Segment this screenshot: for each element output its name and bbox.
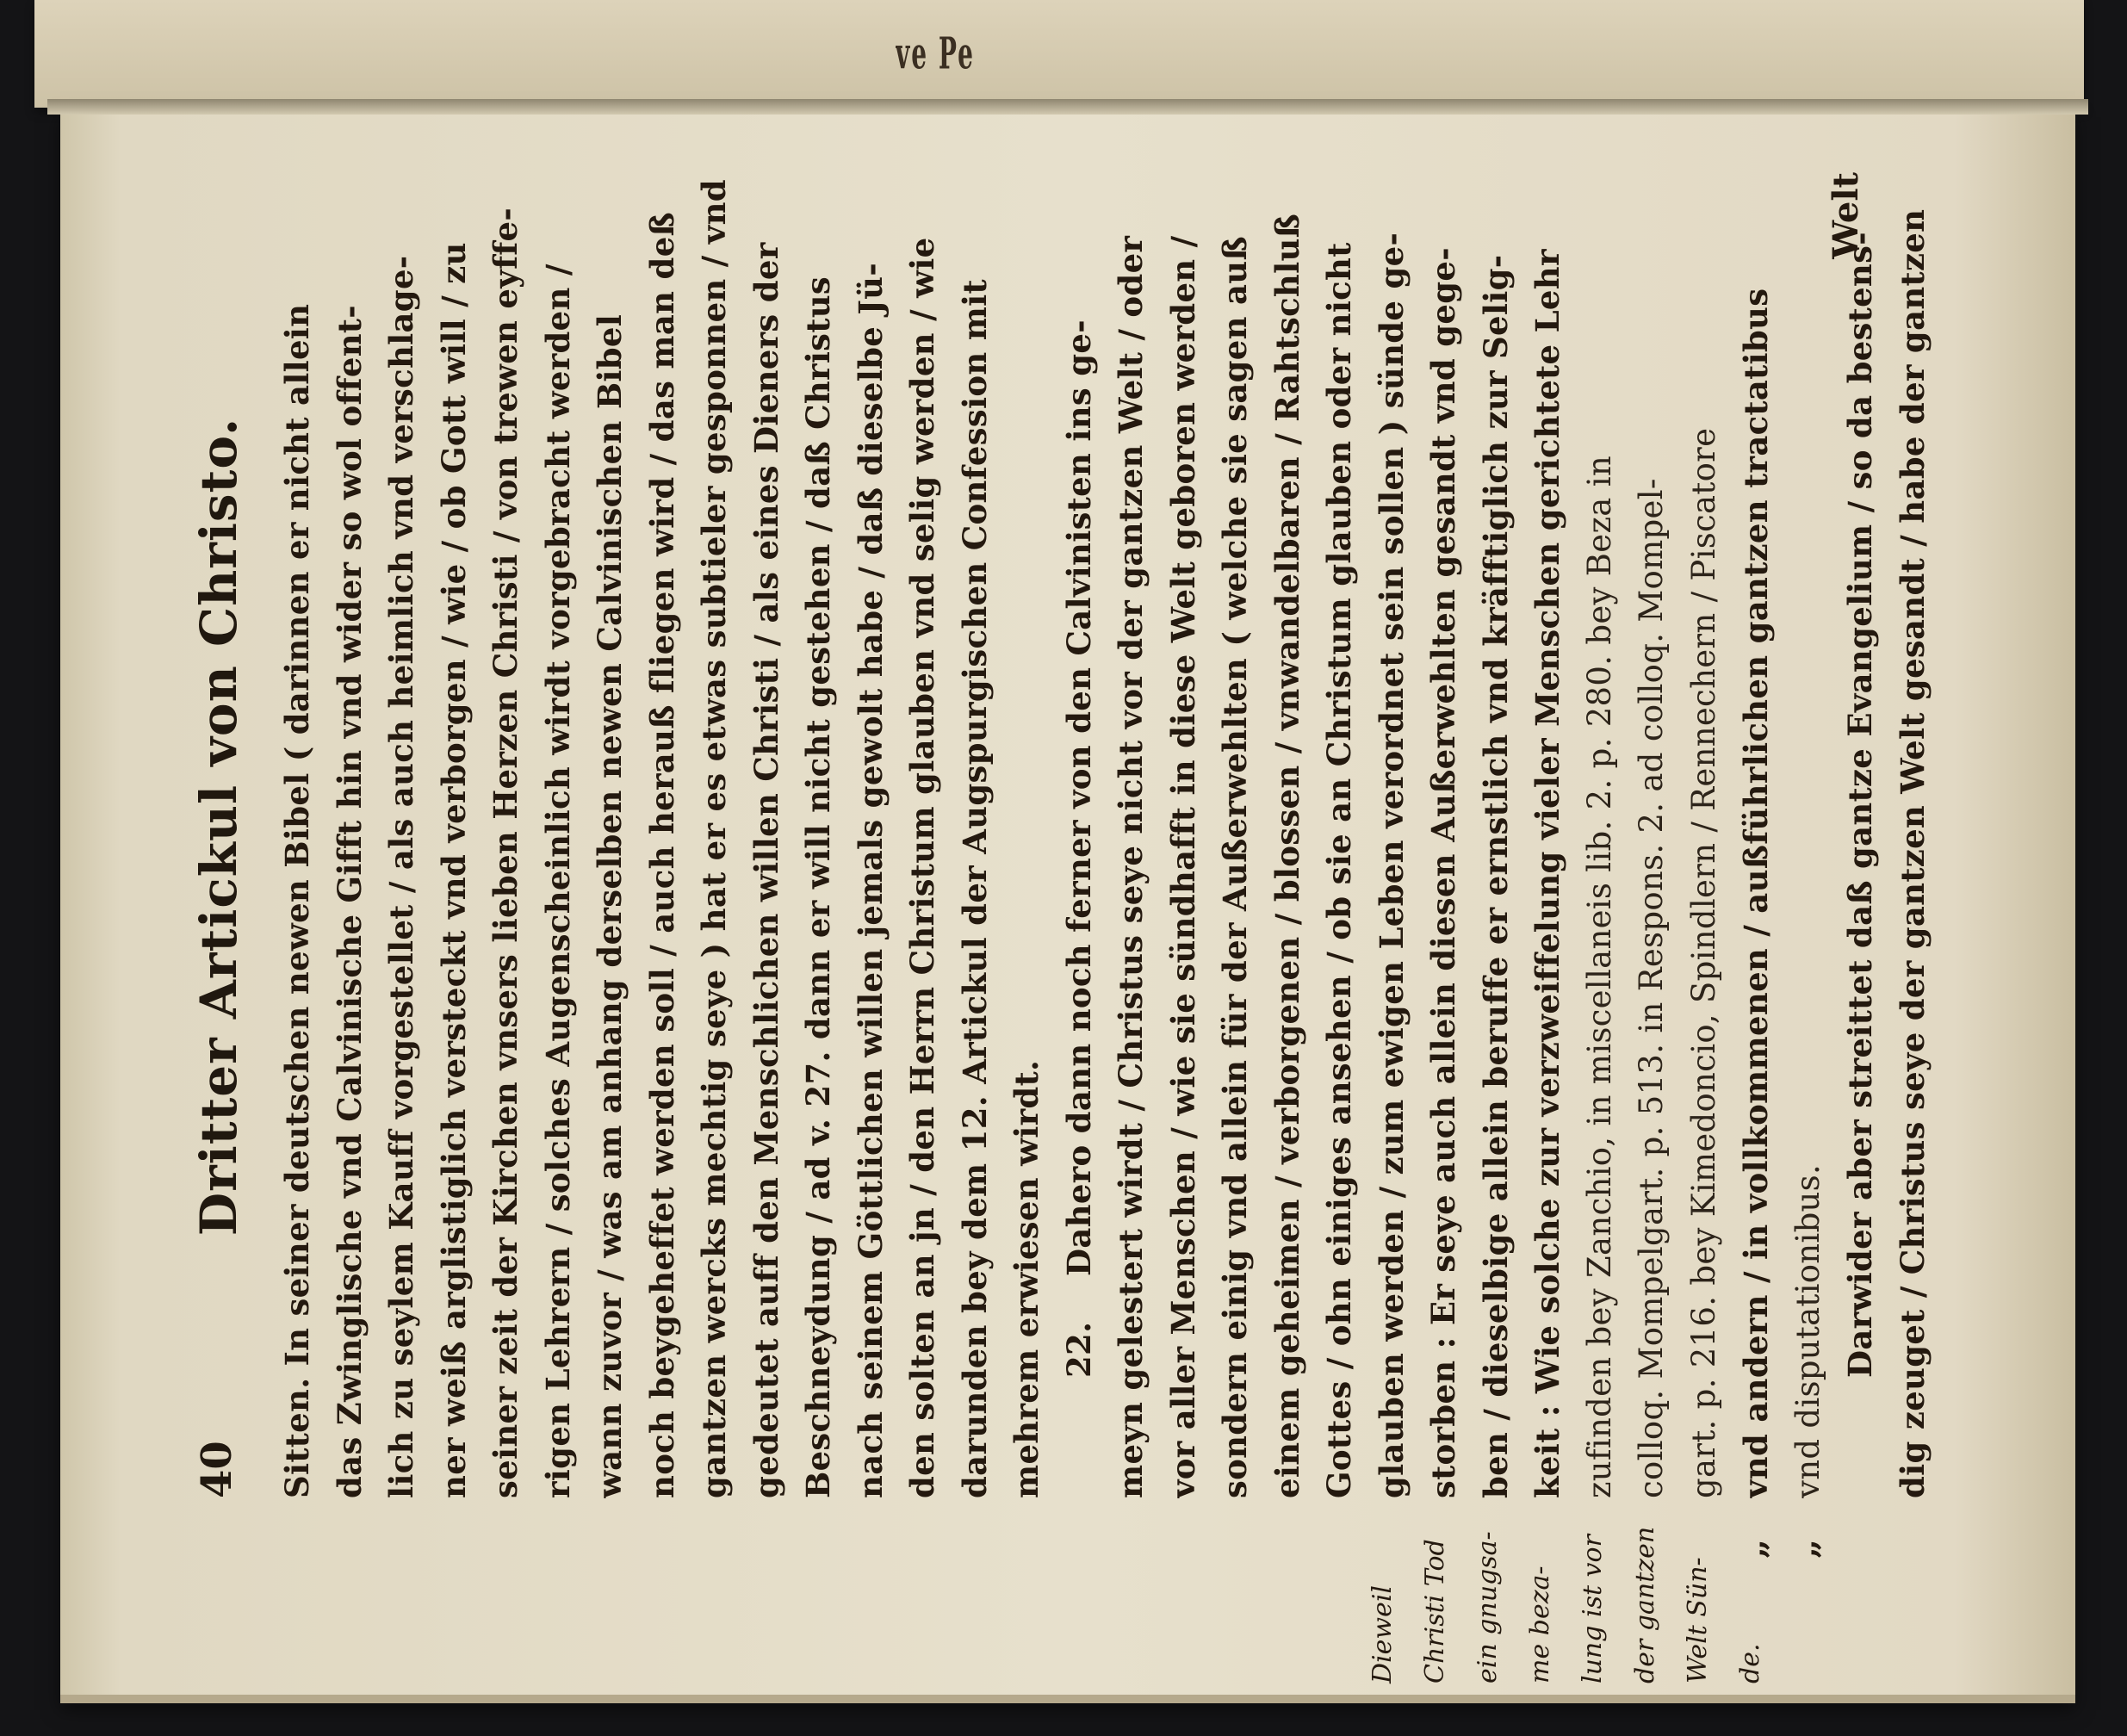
quote-mark: „ [1785, 1538, 1826, 1559]
section-first-line [1053, 155, 1106, 1498]
text-line: darunden bey dem 12. Artickul der Augspurgischen Confession mit [955, 279, 994, 1498]
text-line: ner weiß arglistiglich versteckt vnd verborgen / wie / ob Gott will / zu [434, 242, 473, 1498]
margin-note-line: de. [1735, 1643, 1765, 1683]
quote-mark: „ [1733, 1538, 1774, 1559]
text-line: sondern einig vnd allein für der Außerwehlten ( welche sie sagen auß [1216, 236, 1254, 1498]
text-line: wann zuvor / was am anhang derselben newen Calvinischen Bibel [591, 313, 629, 1498]
text-line: einem geheimen / verborgenen / blossen / vnwandelbaren / Rahtschluß [1268, 213, 1306, 1498]
text-line: das Zwinglische vnd Calvinische Gifft hin vnd wider so wol offent- [330, 305, 369, 1498]
text-line: vor aller Menschen / wie sie sündhafft in diese Welt geboren werden / [1163, 235, 1202, 1498]
text-line: Sitten. In seiner deutschen newen Bibel ( darinnen er nicht allein [278, 303, 316, 1498]
text-line: ben / dieselbige allein beruffe er ernstlich vnd kräfftiglich zur Selig- [1476, 254, 1515, 1498]
margin-note-line: me beza- [1525, 1566, 1555, 1683]
margin-note-line: Christi Tod [1420, 1539, 1450, 1683]
page-header [189, 155, 250, 1498]
margin-note-line: Dieweil [1367, 1584, 1398, 1683]
text-line: seiner zeit der Kirchen vnsers lieben Herzen Christi / von trewen eyffe- [487, 208, 524, 1498]
text-line: colloq. Mompelgart. p. 513. in Respons. 2. ad colloq. Mompel- [1633, 478, 1670, 1498]
rotated-page-content [189, 155, 1932, 1683]
catchword: Welt [1826, 172, 1866, 259]
text-line: glauben werden / zum ewigen Leben verordnet sein sollen ) sünde ge- [1372, 232, 1411, 1498]
page-body [271, 155, 1938, 1498]
facing-page-edge [34, 0, 2084, 108]
text-line: gantzen wercks mechtig seye ) hat er es etwas subtieler gesponnen / vnd [695, 179, 733, 1498]
page-number: 40 [193, 1441, 241, 1498]
text-line: zufinden bey Zanchio, in miscellaneis lib. 2. p. 280. bey Beza in [1580, 456, 1618, 1498]
text-line: storben : Er seye auch allein diesen Außerwehlten gesandt vnd gege- [1424, 247, 1462, 1498]
text-line: rigen Lehrern / solches Augenscheinlich wirdt vorgebracht werden / [538, 264, 577, 1498]
gutter-shadow [47, 99, 2088, 115]
text-line: den solten an jn / den Herrn Christum glauben vnd selig werden / wie [903, 237, 941, 1498]
margin-note-line: Welt Sün- [1683, 1557, 1713, 1683]
margin-note-line: ein gnugsa- [1473, 1531, 1503, 1683]
text-line: nach seinem Göttlichen willen jemals gewolt habe / daß dieselbe Jü- [851, 263, 890, 1498]
text-line: Darwider aber streittet daß gantze Evangelium / so da bestens- [1841, 232, 1879, 1378]
text-line: Gottes / ohn einiges ansehen / ob sie an Christum glauben oder nicht [1320, 242, 1358, 1498]
text-line: lich zu seylem Kauff vorgestellet / als auch heimlich vnd verschlage- [382, 255, 420, 1498]
text-line: dig zeuget / Christus seye der gantzen Welt gesandt / habe der gantzen [1893, 208, 1932, 1498]
text-line: keit : Wie solche zur verzweiffelung vieler Menschen gerichtete Lehr [1529, 249, 1566, 1498]
section-number: 22. [1059, 1321, 1098, 1378]
text-line: mehrem erwiesen wirdt. [1008, 1059, 1045, 1498]
text-line: vnd andern / in vollkommenen / außführlichen gantzen tractatibus [1737, 288, 1775, 1498]
section-text: Dahero dann noch ferner von den Calvinisten ins ge- [1059, 319, 1098, 1276]
margin-note-line: lung ist vor [1578, 1534, 1608, 1683]
text-line: meyn gelestert wirdt / Christus seye nicht vor der gantzen Welt / oder [1112, 235, 1150, 1498]
text-line: noch beygeheffet werden soll / auch herauß fliegen wird / das man deß [642, 212, 681, 1498]
margin-note-line: der gantzen [1630, 1526, 1660, 1683]
facing-page-text: ve Pe [896, 28, 975, 80]
text-line: gart. p. 216. bey Kimedoncio, Spindlern / Rennechern / Piscatore [1684, 427, 1722, 1498]
margin-note [1356, 1511, 1777, 1683]
running-title: Dritter Artickul von Christo. [189, 417, 248, 1237]
text-line: gedeutet auff den Menschlichen willen Christi / als eines Dieners der [747, 242, 785, 1498]
text-line: Beschneydung / ad v. 27. dann er will nicht gestehen / daß Christus [799, 276, 837, 1498]
text-line: vnd disputationibus. [1789, 1163, 1826, 1498]
